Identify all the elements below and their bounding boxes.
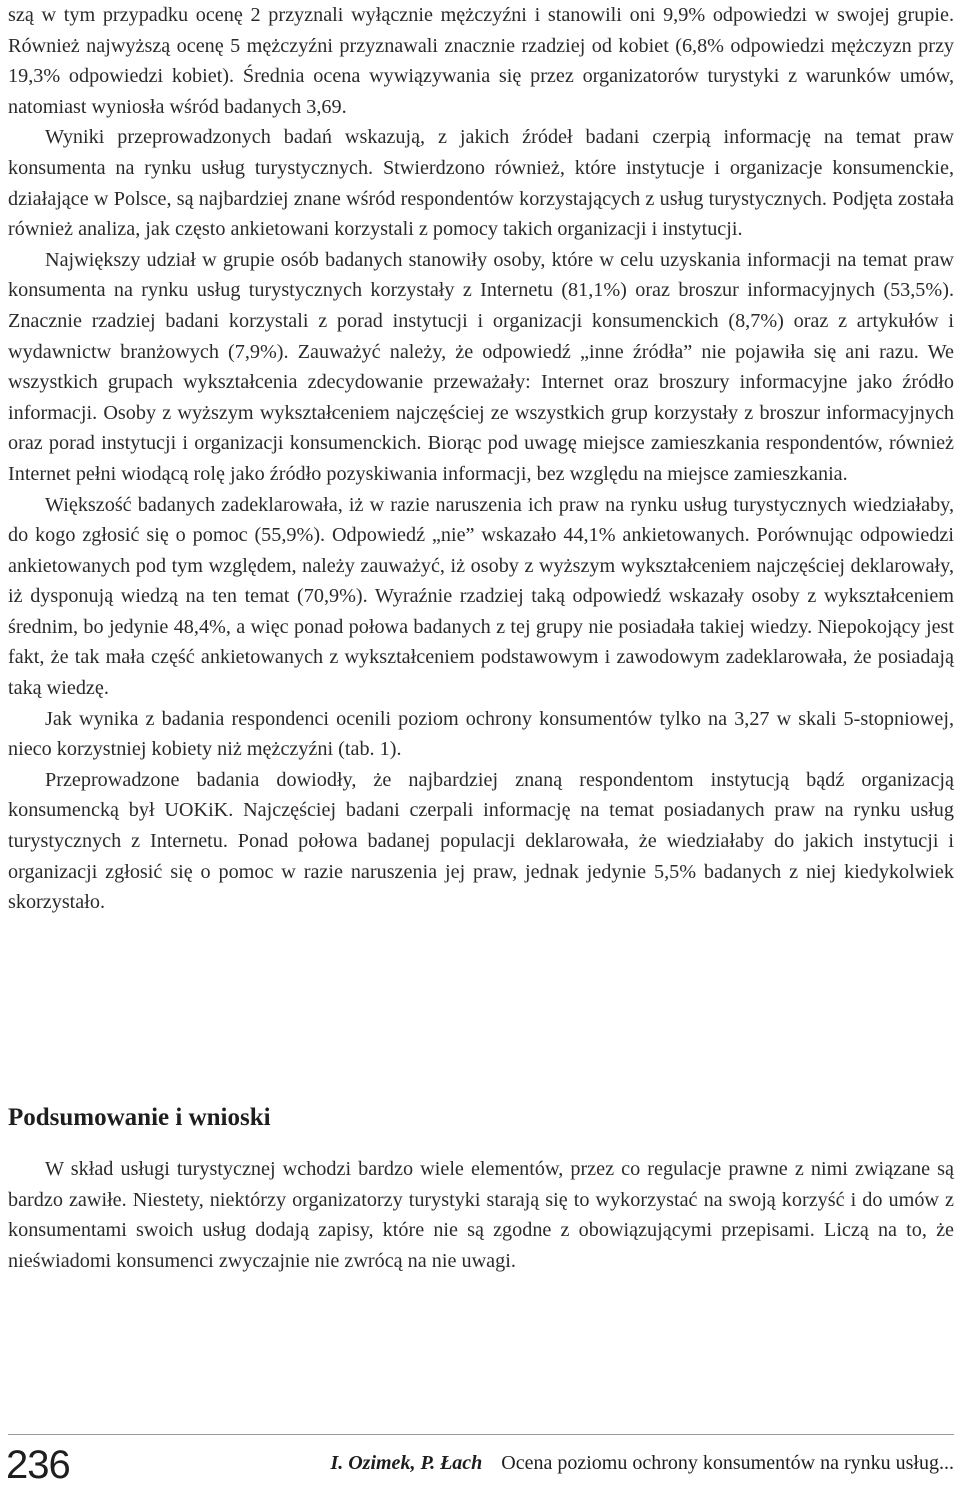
paragraph-rating-continuation: szą w tym przypadku ocenę 2 przyznali wyłącznie mężczyźni i stanowili oni 9,9% odpowiedzi w swojej grupie. Również najwyższą ocenę 5 mężczyźni przyznawali znacznie rzadziej od kobiet (6,8% odpowiedzi mężczyzn przy 19,3% odpowiedzi kobiet). Średnia ocena wywiązywania się przez organizatorów turystyki z warunków umów, natomiast wyniosła wśród badanych 3,69.: [8, 4, 954, 118]
summary-section: [8, 1154, 954, 1276]
paragraph-summary: W skład usługi turystycznej wchodzi bardzo wiele elementów, przez co regulacje prawne z nimi związane są bardzo zawiłe. Niestety, niektórzy organizatorzy turystyki starają się to wykorzystać na swoją korzyść i do umów z konsumentami swoich usług dodają zapisy, które nie są zgodne z obowiązującymi przepisami. Liczą na to, że nieświadomi konsumenci zwyczajnie nie zwrócą na nie uwagi.: [8, 1158, 954, 1272]
paragraph-sources-intro: Wyniki przeprowadzonych badań wskazują, z jakich źródeł badani czerpią informację na temat praw konsumenta na rynku usług turystycznych. Stwierdzono również, które instytucje i organizacje konsumenckie, działające w Polsce, są najbardziej znane wśród respondentów korzystających z usług turystycznych. Podjęta została również analiza, jak często ankietowani korzystali z pomocy takich organizacji i instytucji.: [8, 126, 954, 241]
footer-divider: [8, 1434, 954, 1435]
running-footer: [330, 1451, 954, 1475]
footer-article-title: Ocena poziomu ochrony konsumentów na rynku usług...: [501, 1452, 954, 1474]
paragraph-study-conclusions: Przeprowadzone badania dowiodły, że najbardziej znaną respondentom instytucją bądź organizacją konsumencką był UOKiK. Najczęściej badani czerpali informację na temat posiadanych praw na rynku usług turystycznych z Internetu. Ponad połowa badanej populacji deklarowała, że wiedziałaby do jakich instytucji i organizacji zgłosić się o pomoc w razie naruszenia jej praw, jednak jedynie 5,5% badanych z niej kiedykolwiek skorzystało.: [8, 768, 954, 914]
page-number: 236: [6, 1443, 70, 1487]
paragraph-knowledge-where-to-seek-help: Większość badanych zadeklarowała, iż w razie naruszenia ich praw na rynku usług turystycznych wiedziałaby, do kogo zgłosić się o pomoc (55,9%). Odpowiedź „nie” wskazało 44,1% ankietowanych. Porównując odpowiedzi ankietowanych pod tym względem, należy zauważyć, iż osoby z wyższym wykształceniem najczęściej deklarowały, iż dysponują wiedzą na ten temat (70,9%). Wyraźnie rzadziej taką odpowiedź wskazały osoby z wykształceniem średnim, bo jedynie 48,4%, a więc ponad połowa badanych z tej grupy nie posiadała takiej wiedzy. Niepokojący jest fakt, że tak mała część ankietowanych z wykształceniem podstawowym i zawodowym zadeklarowała, że posiadają taką wiedzę.: [8, 493, 954, 700]
footer-authors: I. Ozimek, P. Łach: [330, 1452, 483, 1474]
section-heading-summary: Podsumowanie i wnioski: [8, 1104, 271, 1131]
results-section: [8, 0, 954, 918]
paragraph-protection-level: Jak wynika z badania respondenci ocenili poziom ochrony konsumentów tylko na 3,27 w skali 5-stopniowej, nieco korzystniej kobiety niż mężczyźni (tab. 1).: [8, 707, 954, 761]
paragraph-information-sources: Największy udział w grupie osób badanych stanowiły osoby, które w celu uzyskania informacji na temat praw konsumenta na rynku usług turystycznych korzystały z Internetu (81,1%) oraz broszur informacyjnych (53,5%). Znacznie rzadziej badani korzystali z porad instytucji i organizacji konsumenckich (8,7%) oraz z artykułów i wydawnictw branżowych (7,9%). Zauważyć należy, że odpowiedź „inne źródła” nie pojawiła się ani razu. We wszystkich grupach wykształcenia zdecydowanie przeważały: Internet oraz broszury informacyjne jako źródło informacji. Osoby z wyższym wykształceniem najczęściej ze wszystkich grup korzystały z broszur informacyjnych oraz porad instytucji i organizacji konsumenckich. Biorąc pod uwagę miejsce zamieszkania respondentów, również Internet pełni wiodącą rolę jako źródło pozyskiwania informacji, bez względu na miejsce zamieszkania.: [8, 248, 954, 485]
